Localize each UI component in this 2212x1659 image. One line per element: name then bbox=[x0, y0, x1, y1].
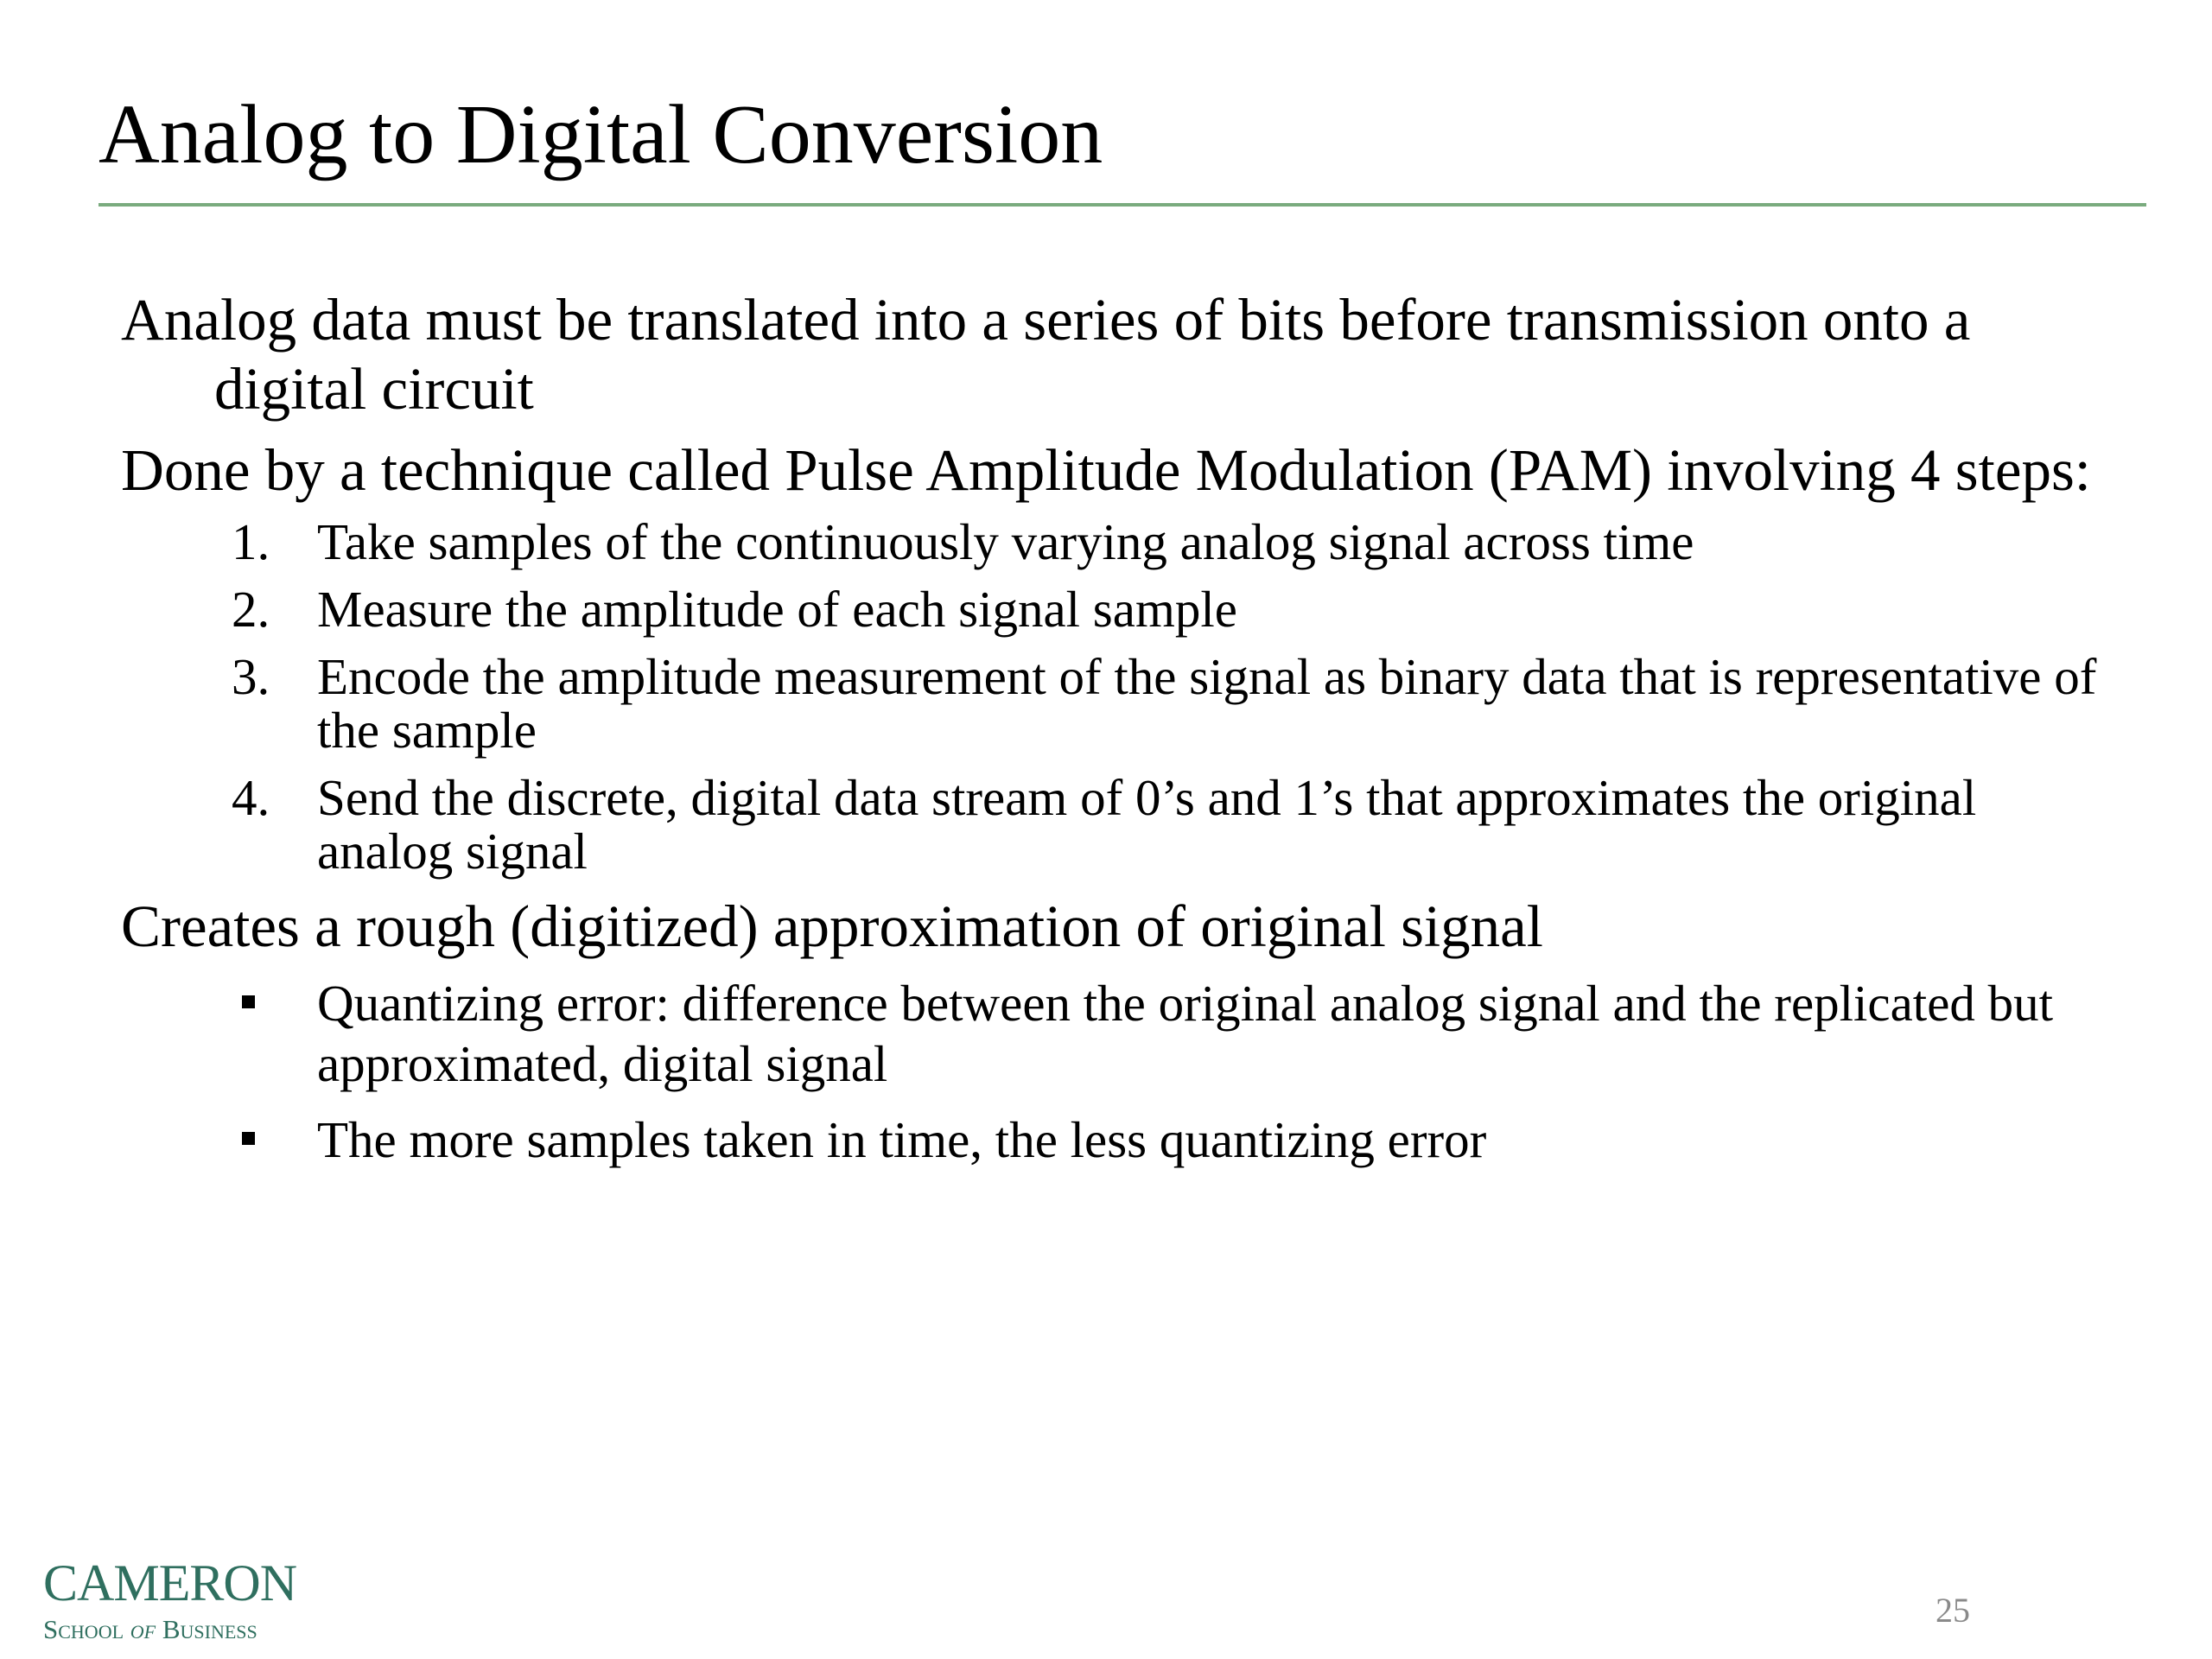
pam-step bbox=[121, 771, 2108, 878]
step-number: 2. bbox=[232, 581, 270, 638]
bullet-pam-technique: Done by a technique called Pulse Amplitude Modulation (PAM) involving 4 steps: bbox=[121, 437, 2091, 503]
step-text: Take samples of the continuously varying analog signal across time bbox=[317, 513, 1694, 570]
pam-step bbox=[121, 582, 2108, 636]
step-text: Send the discrete, digital data stream of 0’s and 1’s that approximates the original analog signal bbox=[317, 769, 1977, 880]
pam-step bbox=[121, 515, 2108, 569]
square-bullet-icon bbox=[242, 1132, 255, 1145]
step-number: 4. bbox=[232, 769, 270, 826]
sub-bullet-text: Quantizing error: difference between the original analog signal and the replicated but approximated, digital signal bbox=[317, 975, 2054, 1092]
step-text: Measure the amplitude of each signal sample bbox=[317, 581, 1237, 638]
sub-bullet-text: The more samples taken in time, the less quantizing error bbox=[317, 1111, 1487, 1168]
sub-bullet bbox=[121, 973, 2108, 1094]
logo-wordmark: CAMERON bbox=[43, 1554, 297, 1611]
pam-step bbox=[121, 650, 2108, 757]
logo-subtitle bbox=[43, 1612, 296, 1647]
approximation-sub-list bbox=[121, 973, 2108, 1170]
page-number: 25 bbox=[1936, 1591, 1970, 1630]
sub-bullet bbox=[121, 1109, 2108, 1170]
bullet-approximation: Creates a rough (digitized) approximation of original signal bbox=[121, 893, 1543, 959]
step-number: 3. bbox=[232, 648, 270, 705]
step-text: Encode the amplitude measurement of the signal as binary data that is representative of the sample bbox=[317, 648, 2097, 759]
cameron-logo bbox=[43, 1554, 297, 1647]
logo-subtitle-school: School bbox=[43, 1614, 130, 1644]
square-bullet-icon bbox=[242, 995, 255, 1008]
slide-title: Analog to Digital Conversion bbox=[99, 88, 1103, 181]
bullet-analog-translation: Analog data must be translated into a series of bits before transmission onto a digital circuit bbox=[121, 287, 1971, 422]
slide-content bbox=[121, 285, 2108, 1185]
pam-steps-list bbox=[121, 515, 2108, 878]
step-number: 1. bbox=[232, 513, 270, 570]
logo-subtitle-business: Business bbox=[156, 1614, 257, 1644]
title-divider bbox=[99, 203, 2146, 207]
logo-subtitle-of: of bbox=[130, 1614, 156, 1644]
